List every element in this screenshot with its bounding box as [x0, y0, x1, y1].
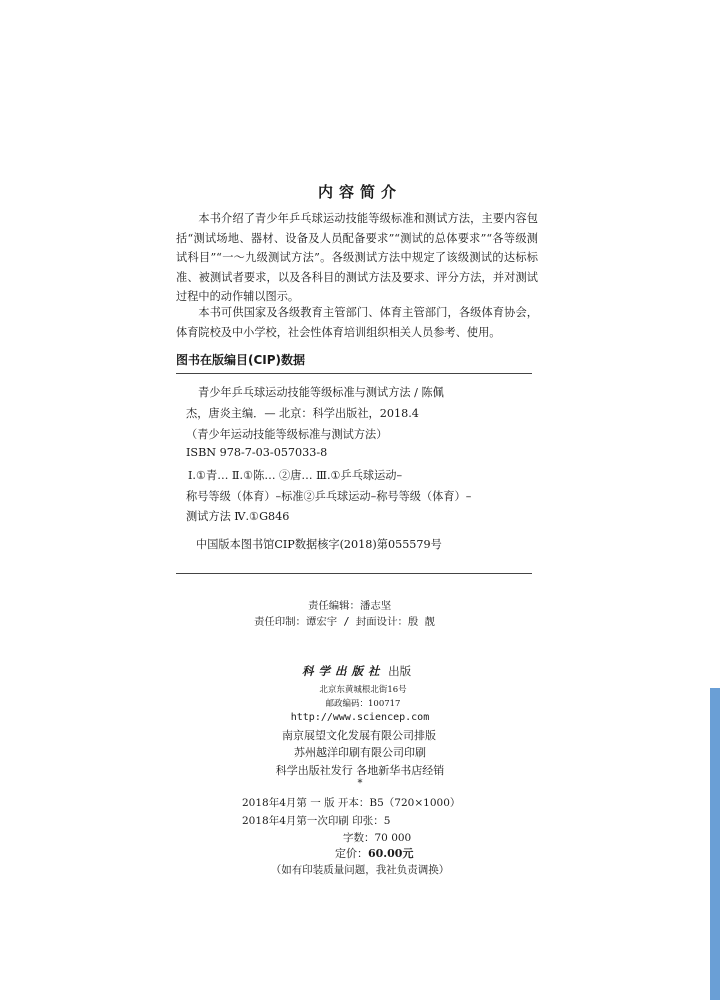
- summary-paragraph-2: 本书可供国家及各级教育主管部门、体育主管部门，各级体育协会，体育院校及中小学校，社会性体育培训组织相关人员参考、使用。: [176, 306, 538, 339]
- cip-classification-1: Ⅰ.①青… Ⅱ.①陈… ②唐… Ⅲ.①乒乓球运动–: [188, 469, 403, 482]
- publisher-line: [302, 663, 411, 679]
- quality-notice: （如有印装质量问题，我社负责调换）: [270, 864, 450, 876]
- cip-top-rule: [176, 373, 532, 374]
- cip-isbn: ISBN 978-7-03-057033-8: [186, 446, 328, 459]
- cip-line-3: （青少年运动技能等级标准与测试方法）: [186, 428, 388, 441]
- distribution-line: 科学出版社发行 各地新华书店经销: [275, 764, 445, 777]
- price-line: [335, 845, 413, 861]
- typesetting-company: 南京展望文化发展有限公司排版: [282, 729, 436, 742]
- price-label: 定价：: [335, 847, 368, 860]
- cip-classification-3: 测试方法 Ⅳ.①G846: [186, 510, 290, 523]
- edition-line: 2018年4月第 一 版 开本：B5（720×1000）: [242, 797, 461, 809]
- publisher-postcode: 邮政编码：100717: [325, 699, 401, 709]
- publisher-address: 北京东黄城根北街16号: [319, 685, 407, 695]
- price-value: 60.00元: [368, 847, 414, 860]
- cip-record-number: 中国版本图书馆CIP数据核字(2018)第055579号: [196, 538, 442, 551]
- cip-line-1: 青少年乒乓球运动技能等级标准与测试方法 / 陈佩: [198, 386, 444, 399]
- publisher-url: http://www.sciencep.com: [290, 712, 430, 723]
- printing-company: 苏州越洋印刷有限公司印刷: [294, 746, 426, 759]
- cip-line-2: 杰，唐炎主编．— 北京：科学出版社，2018.4: [186, 407, 419, 420]
- impression-line: 2018年4月第一次印刷 印张：5: [242, 815, 391, 827]
- production-and-cover-design: 责任印制：谭宏宇 / 封面设计：殷 靓: [254, 616, 435, 628]
- separator-star: *: [357, 778, 363, 789]
- publisher-suffix: 出版: [388, 664, 412, 678]
- summary-title: 内容简介: [317, 183, 402, 201]
- cip-heading: 图书在版编目(CIP)数据: [176, 353, 306, 367]
- word-count: 字数：70 000: [343, 832, 412, 844]
- responsible-editor: 责任编辑：潘志坚: [308, 600, 392, 612]
- publisher-name: 科学出版社: [302, 664, 385, 678]
- cip-bottom-rule: [176, 573, 532, 574]
- cip-classification-2: 称号等级（体育）–标准②乒乓球运动–称号等级（体育）–: [186, 490, 472, 503]
- summary-paragraph-1: 本书介绍了青少年乒乓球运动技能等级标准和测试方法，主要内容包括“测试场地、器材、设备及人员配备要求”“测试的总体要求”“各等级测试科目”“一～九级测试方法”。各级测试方法中规定了该级测试的达标标准、被测试者要求，以及各科目的测试方法及要求、评分方法，并对测试过程中的动作辅以图示。: [176, 212, 538, 303]
